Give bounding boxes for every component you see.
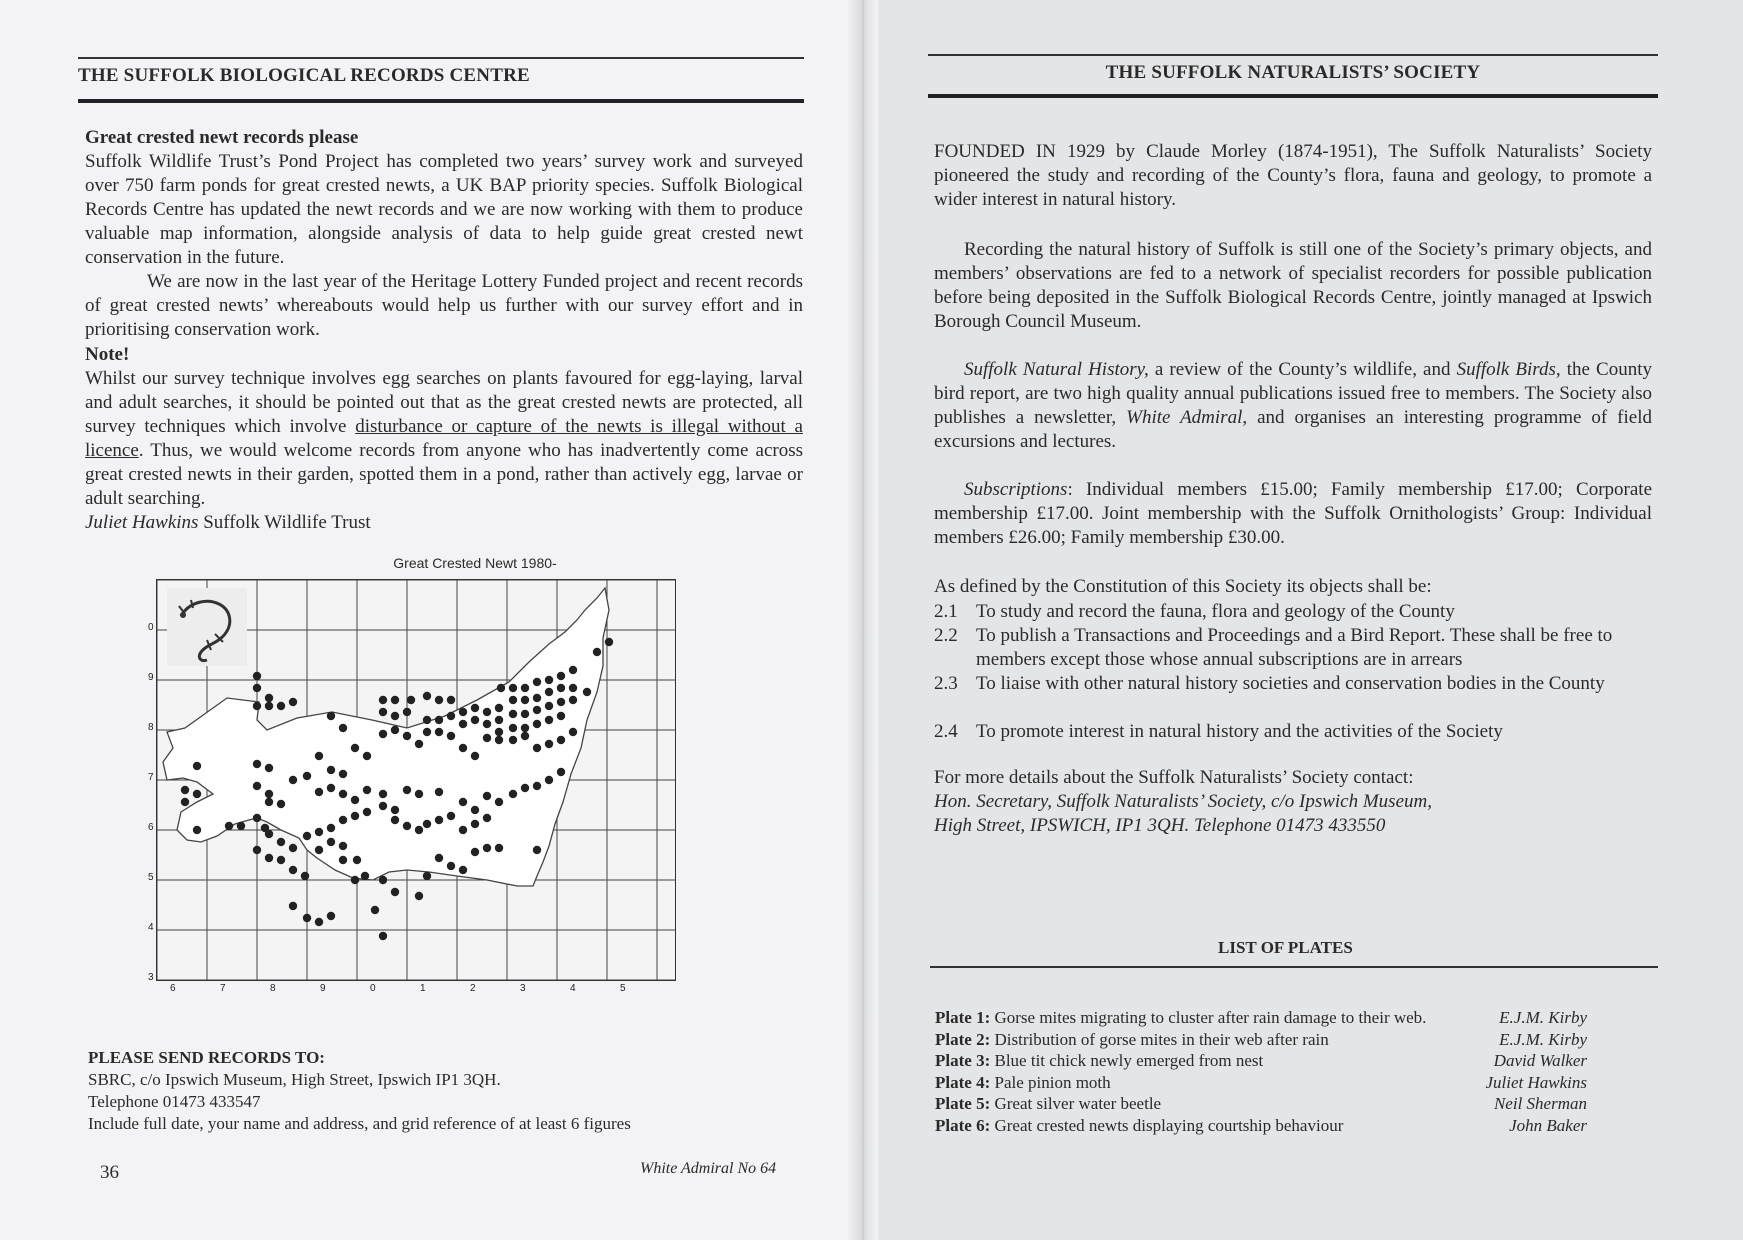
plate-label: Plate 2: xyxy=(935,1029,991,1049)
record-dot xyxy=(605,638,613,646)
x-tick-label: 3 xyxy=(520,983,526,994)
record-dot xyxy=(379,730,387,738)
note-para: Whilst our survey technique involves egg searches on plants favoured for egg-laying, larval and adult searches, it should be pointed out that as the great crested newts are protected, all survey techniques which involve disturbance or capture of the newts is illegal without a licence. Thus, we would welcome records from anyone who has inadvertently come across great crested newts in their garden, spotted them in a pond, rather than actively egg, larvae or adult searching. xyxy=(85,368,803,509)
object-item xyxy=(934,600,1666,624)
record-dot xyxy=(303,772,311,780)
x-tick-label: 5 xyxy=(620,983,626,994)
record-dot xyxy=(521,732,529,740)
society-para-1: FOUNDED IN 1929 by Claude Morley (1874-1951), The Suffolk Naturalists’ Society pioneered the study and recording of the County’s flora, fauna and geology, to promote a wider interest in natural history. xyxy=(934,141,1652,210)
record-dot xyxy=(509,710,517,718)
record-dot xyxy=(533,720,541,728)
object-number: 2.1 xyxy=(934,601,958,622)
author-line: Juliet Hawkins Suffolk Wildlife Trust xyxy=(85,512,371,533)
record-dot xyxy=(353,856,361,864)
x-tick-label: 4 xyxy=(570,983,576,994)
record-dot xyxy=(495,798,503,806)
record-dot xyxy=(327,912,335,920)
record-dot xyxy=(415,892,423,900)
newt-illustration xyxy=(167,588,247,666)
x-tick-label: 7 xyxy=(220,983,226,994)
object-text: To promote interest in natural history and the activities of the Society xyxy=(976,721,1503,742)
record-dot xyxy=(391,816,399,824)
record-dot xyxy=(521,710,529,718)
record-dot xyxy=(327,838,335,846)
society-para-3: Suffolk Natural History, a review of the County’s wildlife, and Suffolk Birds, the County bird report, are two high quality annual publications issued free to members. The Society also publishes a newsletter, White Admiral, and organises an interesting programme of field excursions and lectures. xyxy=(934,359,1652,452)
record-dot xyxy=(193,790,201,798)
send-line-instructions: Include full date, your name and address, and grid reference of at least 6 figures xyxy=(88,1114,631,1133)
record-dot xyxy=(497,684,505,692)
record-dot xyxy=(277,856,285,864)
record-dot xyxy=(495,736,503,744)
record-dot xyxy=(483,708,491,716)
record-dot xyxy=(459,798,467,806)
record-dot xyxy=(545,740,553,748)
record-dot xyxy=(521,724,529,732)
record-dot xyxy=(315,788,323,796)
record-dot xyxy=(289,776,297,784)
plate-description: Blue tit chick newly emerged from nest xyxy=(990,1051,1264,1070)
record-dot xyxy=(253,702,261,710)
plate-label: Plate 1: xyxy=(935,1008,991,1027)
record-dot xyxy=(327,824,335,832)
record-dot xyxy=(435,716,443,724)
left-header-title: THE SUFFOLK BIOLOGICAL RECORDS CENTRE xyxy=(78,65,530,86)
record-dot xyxy=(557,698,565,706)
plate-credit: Juliet Hawkins xyxy=(1485,1072,1587,1092)
record-dot xyxy=(379,876,387,884)
plate-row xyxy=(935,1073,1655,1095)
magazine-footer: White Admiral No 64 xyxy=(640,1160,777,1177)
object-item xyxy=(934,672,1666,696)
record-dot xyxy=(423,872,431,880)
x-tick-label: 8 xyxy=(270,983,276,994)
record-dot xyxy=(495,704,503,712)
y-tick-label: 9 xyxy=(148,672,154,683)
record-dot xyxy=(289,902,297,910)
subscriptions-para: Subscriptions: Individual members £15.00; Family membership £17.00; Corporate membership £17.00. Joint membership with the Suffolk Ornithologists’ Group: Individual members £26.00; Family membership £30.00. xyxy=(934,479,1652,548)
society-para-2: Recording the natural history of Suffolk is still one of the Society’s primary objects, and members’ observations are fed to a network of specialist recorders for possible publication before being deposited in the Suffolk Biological Records Centre, jointly managed at Ipswich Borough Council Museum. xyxy=(934,239,1652,332)
plate-row xyxy=(935,1008,1655,1030)
record-dot xyxy=(483,814,491,822)
plate-description: Gorse mites migrating to cluster after rain damage to their web. xyxy=(990,1008,1427,1027)
record-dot xyxy=(495,716,503,724)
record-dot xyxy=(277,702,285,710)
record-dot xyxy=(363,808,371,816)
record-dot xyxy=(391,806,399,814)
record-dot xyxy=(459,826,467,834)
record-dot xyxy=(459,744,467,752)
record-dot xyxy=(435,788,443,796)
record-dot xyxy=(447,862,455,870)
newt-para-2: We are now in the last year of the Heritage Lottery Funded project and recent records of great crested newts’ whereabouts would help us further with our survey effort and in prioritising conservation work. xyxy=(85,271,803,340)
record-dot xyxy=(545,776,553,784)
record-dot xyxy=(569,728,577,736)
record-dot xyxy=(303,832,311,840)
plate-label: Plate 4: xyxy=(935,1072,991,1092)
object-item xyxy=(934,624,1666,672)
record-dot xyxy=(545,688,553,696)
record-dot xyxy=(193,762,201,770)
record-dot xyxy=(253,846,261,854)
record-dot xyxy=(363,786,371,794)
record-dot xyxy=(509,684,517,692)
record-dot xyxy=(315,752,323,760)
record-dot xyxy=(533,694,541,702)
record-dot xyxy=(495,728,503,736)
record-dot xyxy=(415,790,423,798)
plate-description: Great silver water beetle xyxy=(990,1094,1162,1113)
record-dot xyxy=(483,720,491,728)
record-dot xyxy=(351,744,359,752)
x-tick-label: 0 xyxy=(370,983,376,994)
record-dot xyxy=(545,716,553,724)
record-dot xyxy=(315,846,323,854)
record-dot xyxy=(521,784,529,792)
record-dot xyxy=(315,918,323,926)
plate-label: Plate 3: xyxy=(935,1051,991,1070)
record-dot xyxy=(327,766,335,774)
object-text: To publish a Transactions and Proceedings and a Bird Report. These shall be free to members except those whose annual subscriptions are in arrears xyxy=(976,625,1613,670)
record-dot xyxy=(415,826,423,834)
record-dot xyxy=(181,798,189,806)
record-dot xyxy=(557,672,565,680)
record-dot xyxy=(435,696,443,704)
plate-row xyxy=(935,1116,1655,1138)
record-dot xyxy=(533,678,541,686)
record-dot xyxy=(265,854,273,862)
record-dot xyxy=(447,712,455,720)
distribution-map-svg xyxy=(157,580,675,980)
record-dot xyxy=(253,814,261,822)
record-dot xyxy=(315,828,323,836)
record-dot xyxy=(423,716,431,724)
contact-line-1: Hon. Secretary, Suffolk Naturalists’ Society, c/o Ipswich Museum, xyxy=(934,791,1432,812)
record-dot xyxy=(391,696,399,704)
record-dot xyxy=(379,790,387,798)
contact-intro: For more details about the Suffolk Naturalists’ Society contact: xyxy=(934,767,1414,788)
plate-credit: David Walker xyxy=(1493,1051,1587,1070)
y-tick-label: 0 xyxy=(148,622,154,633)
record-dot xyxy=(459,708,467,716)
x-tick-label: 6 xyxy=(170,983,176,994)
send-heading: PLEASE SEND RECORDS TO: xyxy=(88,1048,325,1067)
record-dot xyxy=(423,728,431,736)
record-dot xyxy=(447,696,455,704)
distribution-map xyxy=(156,579,676,981)
record-dot xyxy=(403,732,411,740)
record-dot xyxy=(265,790,273,798)
record-dot xyxy=(557,736,565,744)
y-tick-label: 5 xyxy=(148,872,154,883)
record-dot xyxy=(495,844,503,852)
record-dot xyxy=(265,798,273,806)
note-title: Note! xyxy=(85,344,130,365)
record-dot xyxy=(181,786,189,794)
plate-description: Distribution of gorse mites in their web after rain xyxy=(990,1029,1329,1049)
y-tick-label: 6 xyxy=(148,822,154,833)
record-dot xyxy=(509,790,517,798)
record-dot xyxy=(225,822,233,830)
record-dot xyxy=(303,914,311,922)
record-dot xyxy=(569,666,577,674)
section-title: Great crested newt records please xyxy=(85,127,359,148)
record-dot xyxy=(521,684,529,692)
x-tick-label: 9 xyxy=(320,983,326,994)
record-dot xyxy=(407,696,415,704)
record-dot xyxy=(391,888,399,896)
send-line-phone: Telephone 01473 433547 xyxy=(88,1092,261,1111)
record-dot xyxy=(237,822,245,830)
record-dot xyxy=(557,684,565,692)
record-dot xyxy=(459,720,467,728)
record-dot xyxy=(583,688,591,696)
plate-credit: E.J.M. Kirby xyxy=(1499,1029,1587,1049)
record-dot xyxy=(351,876,359,884)
record-dot xyxy=(277,800,285,808)
record-dot xyxy=(471,716,479,724)
record-dot xyxy=(509,696,517,704)
record-dot xyxy=(593,648,601,656)
object-number: 2.3 xyxy=(934,673,958,694)
record-dot xyxy=(289,698,297,706)
record-dot xyxy=(339,790,347,798)
record-dot xyxy=(253,782,261,790)
newt-para-1: Suffolk Wildlife Trust’s Pond Project has completed two years’ survey work and surveyed over 750 farm ponds for great crested newts, a UK BAP priority species. Suffolk Biological Records Centre has updated the newt records and we are now working with them to produce valuable map information, alongside analysis of data to help guide great crested newt conservation in the future. xyxy=(85,151,803,268)
record-dot xyxy=(403,708,411,716)
record-dot xyxy=(265,764,273,772)
record-dot xyxy=(391,712,399,720)
object-text: To study and record the fauna, flora and geology of the County xyxy=(976,601,1455,622)
record-dot xyxy=(277,838,285,846)
record-dot xyxy=(509,736,517,744)
plate-label: Plate 5: xyxy=(935,1094,991,1113)
record-dot xyxy=(403,822,411,830)
record-dot xyxy=(545,702,553,710)
record-dot xyxy=(339,816,347,824)
record-dot xyxy=(471,806,479,814)
record-dot xyxy=(327,712,335,720)
record-dot xyxy=(483,792,491,800)
plate-row xyxy=(935,1051,1655,1073)
plate-credit: John Baker xyxy=(1509,1115,1587,1135)
record-dot xyxy=(379,696,387,704)
x-tick-label: 1 xyxy=(420,983,426,994)
contact-line-2: High Street, IPSWICH, IP1 3QH. Telephone 01473 433550 xyxy=(934,815,1386,836)
record-dot xyxy=(289,844,297,852)
record-dot xyxy=(379,932,387,940)
record-dot xyxy=(253,684,261,692)
record-dot xyxy=(391,726,399,734)
objects-intro: As defined by the Constitution of this Society its objects shall be: xyxy=(934,576,1432,597)
object-number: 2.4 xyxy=(934,721,958,742)
record-dot xyxy=(459,866,467,874)
record-dot xyxy=(471,752,479,760)
plate-row xyxy=(935,1094,1655,1116)
y-tick-label: 3 xyxy=(148,972,154,983)
record-dot xyxy=(569,696,577,704)
record-dot xyxy=(265,694,273,702)
page-number: 36 xyxy=(100,1162,119,1183)
record-dot xyxy=(533,782,541,790)
plate-row xyxy=(935,1030,1655,1052)
plates-title: LIST OF PLATES xyxy=(1218,938,1353,957)
record-dot xyxy=(471,848,479,856)
record-dot xyxy=(403,786,411,794)
y-tick-label: 8 xyxy=(148,722,154,733)
plate-credit: E.J.M. Kirby xyxy=(1499,1008,1587,1027)
plate-description: Great crested newts displaying courtship behaviour xyxy=(990,1115,1344,1135)
record-dot xyxy=(339,842,347,850)
record-dot xyxy=(533,846,541,854)
record-dot xyxy=(435,816,443,824)
y-tick-label: 4 xyxy=(148,922,154,933)
record-dot xyxy=(533,744,541,752)
record-dot xyxy=(351,796,359,804)
plate-credit: Neil Sherman xyxy=(1493,1094,1587,1113)
record-dot xyxy=(371,906,379,914)
record-dot xyxy=(351,812,359,820)
record-dot xyxy=(265,702,273,710)
map-title: Great Crested Newt 1980- xyxy=(393,555,557,571)
record-dot xyxy=(363,752,371,760)
record-dot xyxy=(361,872,369,880)
record-dot xyxy=(265,830,273,838)
record-dot xyxy=(327,784,335,792)
record-dot xyxy=(447,732,455,740)
record-dot xyxy=(569,684,577,692)
record-dot xyxy=(423,820,431,828)
record-dot xyxy=(557,768,565,776)
record-dot xyxy=(339,724,347,732)
record-dot xyxy=(193,826,201,834)
record-dot xyxy=(379,802,387,810)
record-dot xyxy=(339,770,347,778)
record-dot xyxy=(435,728,443,736)
record-dot xyxy=(253,672,261,680)
object-item xyxy=(934,720,1666,744)
plate-description: Pale pinion moth xyxy=(990,1072,1111,1092)
record-dot xyxy=(289,866,297,874)
record-dot xyxy=(557,712,565,720)
record-dot xyxy=(339,856,347,864)
record-dot xyxy=(471,704,479,712)
record-dot xyxy=(545,676,553,684)
record-dot xyxy=(533,706,541,714)
record-dot xyxy=(253,760,261,768)
record-dot xyxy=(379,708,387,716)
right-header-title: THE SUFFOLK NATURALISTS’ SOCIETY xyxy=(1105,62,1481,83)
object-text: To liaise with other natural history societies and conservation bodies in the County xyxy=(976,673,1605,694)
left-page xyxy=(0,0,862,1240)
plates-rule xyxy=(930,966,1658,968)
record-dot xyxy=(423,692,431,700)
record-dot xyxy=(435,854,443,862)
record-dot xyxy=(471,820,479,828)
object-number: 2.2 xyxy=(934,625,958,646)
record-dot xyxy=(415,740,423,748)
x-tick-label: 2 xyxy=(470,983,476,994)
record-dot xyxy=(447,812,455,820)
record-dot xyxy=(509,724,517,732)
record-dot xyxy=(483,734,491,742)
y-tick-label: 7 xyxy=(148,772,154,783)
plate-label: Plate 6: xyxy=(935,1115,991,1135)
record-dot xyxy=(483,844,491,852)
record-dot xyxy=(521,696,529,704)
record-dot xyxy=(301,872,309,880)
send-line-address: SBRC, c/o Ipswich Museum, High Street, Ipswich IP1 3QH. xyxy=(88,1070,501,1089)
